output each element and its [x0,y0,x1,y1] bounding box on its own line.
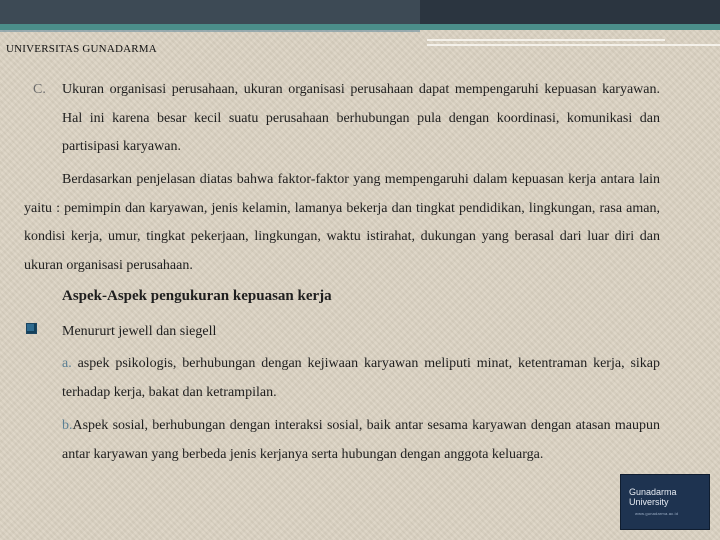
summary-text: Berdasarkan penjelasan diatas bahwa faktor-faktor yang mempengaruhi dalam kepuasan kerja antara lain yaitu : pemimpin dan karyawan, jenis kelamin, lamanya bekerja dan tingkat pendidikan, lingkungan, rasa aman, kondisi kerja, umur, tingkat pekerjaan, lingkungan, waktu istirahat, dukungan yang berasal dari luar diri dan ukuran organisasi perusahaan. [24,172,660,273]
logo-name-line1: Gunadarma [629,487,677,497]
list-item-b [62,412,660,469]
header-rule [0,30,420,32]
list-item-a [62,350,660,407]
section-intro: Menururt jewell dan siegell [62,324,217,339]
decorative-rule-upper [427,39,665,41]
point-c-marker: C. [33,82,46,97]
university-logo [620,474,710,530]
summary-paragraph [24,166,660,280]
top-banner-dark-segment [420,0,720,24]
logo-tagline: www.gunadarma.ac.id [635,511,679,516]
section-heading: Aspek-Aspek pengukuran kepuasan kerja [62,288,332,304]
list-item-b-text: Aspek sosial, berhubungan dengan interaksi sosial, baik antar sesama karyawan dengan atasan maupun antar karyawan yang berbeda jenis kerjanya serta hubungan dengan anggota keluarga. [62,418,660,462]
list-item-b-marker: b. [62,418,73,433]
checkbox-bullet-icon [26,323,37,334]
logo-name-line2: University [629,497,669,507]
list-item-a-marker: a. [62,356,72,371]
list-item-a-text: aspek psikologis, berhubungan dengan kejiwaan karyawan meliputi minat, ketentraman kerja, sikap terhadap kerja, bakat dan ketrampilan. [62,356,660,400]
point-c-text: Ukuran organisasi perusahaan, ukuran organisasi perusahaan dapat mempengaruhi kepuasan karyawan. Hal ini karena besar kecil suatu perusahaan berhubungan pula dengan koordinasi, komunikasi dan partisipasi karyawan. [62,82,660,154]
university-header: UNIVERSITAS GUNADARMA [6,43,157,55]
logo-wordmark [629,487,677,507]
decorative-rule-lower [427,44,720,46]
